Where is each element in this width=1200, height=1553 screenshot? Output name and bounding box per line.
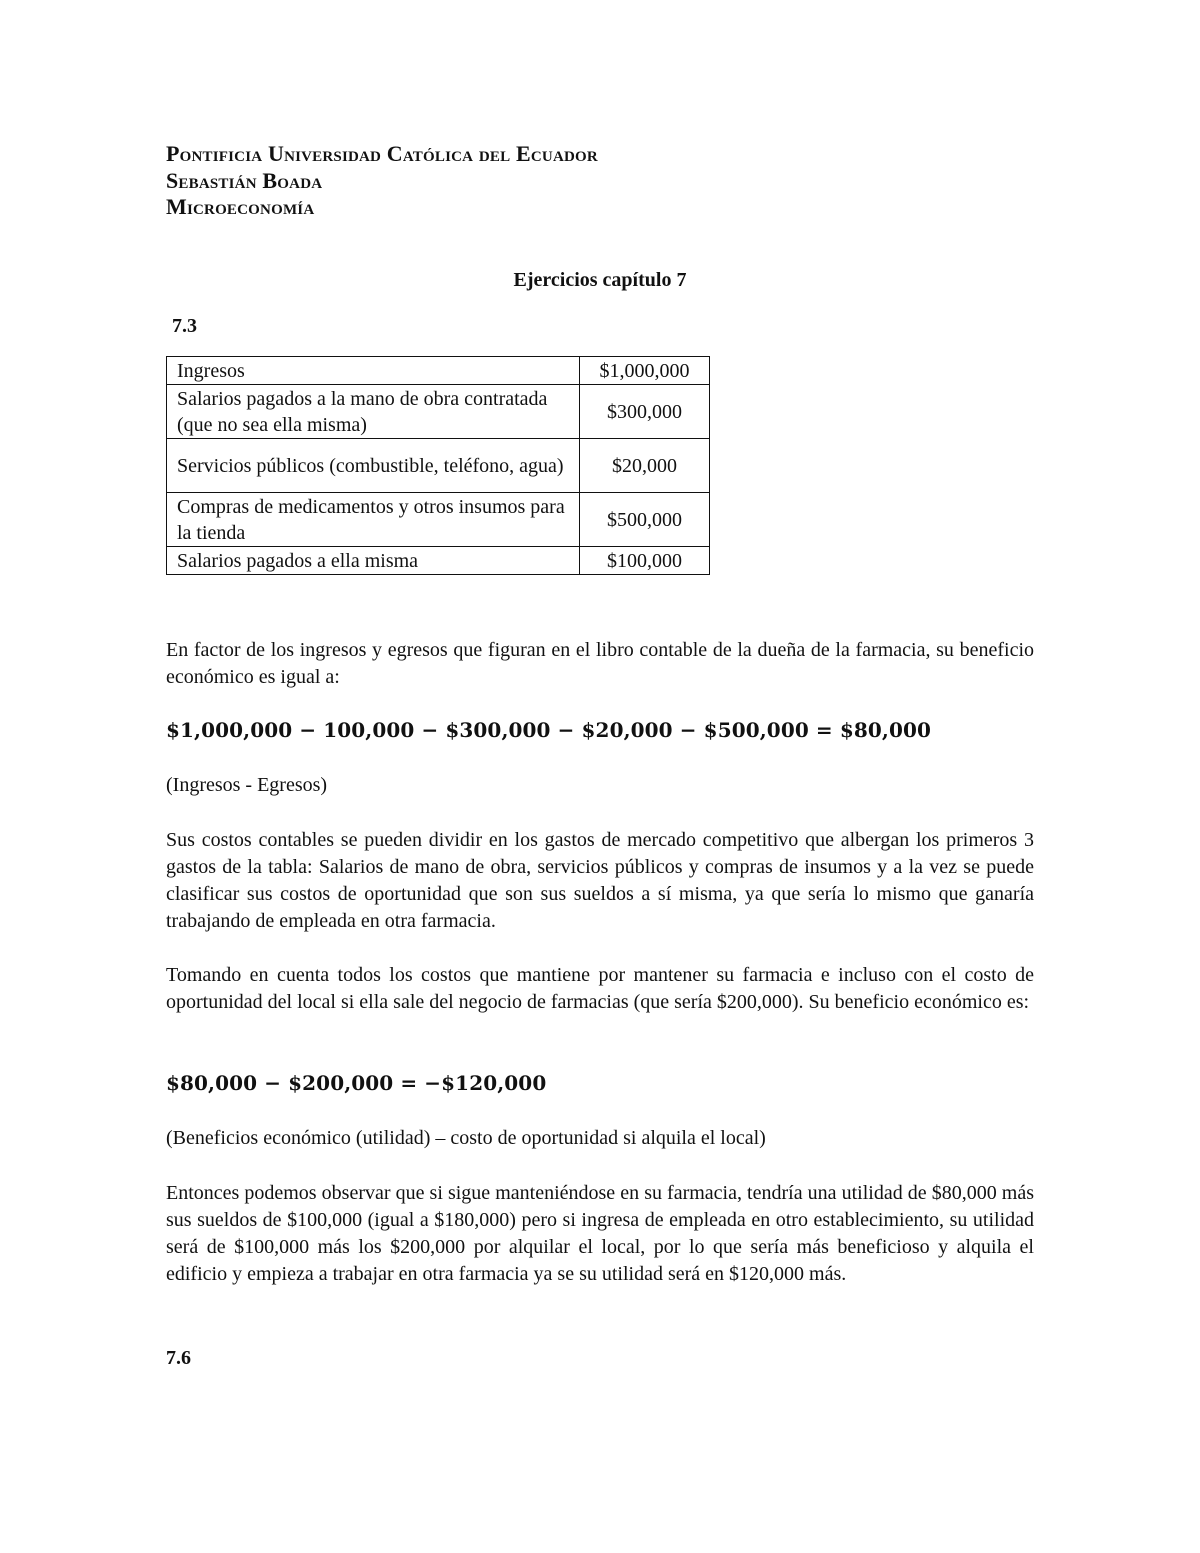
course-name: Microeconomía bbox=[166, 194, 315, 219]
note-economic-profit: (Beneficios económico (utilidad) – costo de oportunidad si alquila el local) bbox=[166, 1127, 766, 1149]
paragraph-conclusion: Entonces podemos observar que si sigue manteniéndose en su farmacia, tendría una utilidad de $80,000 más sus sueldos de $100,000 (igual a $180,000) pero si ingresa de empleada en otro establecimiento, su utilidad será de $100,000 más los $200,000 por alquilar el local, por lo que sería más beneficioso y alquila el edificio y empieza a trabajar en otra farmacia ya se su utilidad será en $120,000 más. bbox=[166, 1182, 1034, 1285]
cost-label: Salarios pagados a ella misma bbox=[167, 547, 580, 575]
table-row bbox=[167, 547, 710, 575]
cost-label: Servicios públicos (combustible, teléfono, agua) bbox=[167, 439, 580, 493]
paragraph-accounting-profit: En factor de los ingresos y egresos que figuran en el libro contable de la dueña de la farmacia, su beneficio económico es igual a: bbox=[166, 639, 1034, 688]
cost-table bbox=[166, 356, 710, 575]
table-row bbox=[167, 385, 710, 439]
section-heading-7-3: 7.3 bbox=[172, 315, 197, 337]
note-income-expenses: (Ingresos - Egresos) bbox=[166, 774, 328, 796]
paragraph-accounting-costs: Sus costos contables se pueden dividir en los gastos de mercado competitivo que albergan los primeros 3 gastos de la tabla: Salarios de mano de obra, servicios públicos y compras de insumos y a la vez se puede clasificar sus costos de oportunidad que son sus sueldos a sí misma, ya que sería lo mismo que ganaría trabajando de empleada en otra farmacia. bbox=[166, 829, 1034, 932]
author-name: Sebastián Boada bbox=[166, 167, 323, 193]
equation-economic-profit: $80,000 − $200,000 = −$120,000 bbox=[166, 1071, 547, 1095]
cost-amount: $100,000 bbox=[580, 547, 710, 575]
cost-amount: $20,000 bbox=[580, 439, 710, 493]
table-row bbox=[167, 357, 710, 385]
document-header bbox=[166, 141, 598, 221]
institution-name: Pontificia Universidad Católica del Ecuador bbox=[166, 141, 598, 166]
paragraph-opportunity-cost: Tomando en cuenta todos los costos que mantiene por mantener su farmacia e incluso con el costo de oportunidad del local si ella sale del negocio de farmacias (que sería $200,000). Su beneficio económico es: bbox=[166, 964, 1034, 1013]
cost-label: Salarios pagados a la mano de obra contratada (que no sea ella misma) bbox=[167, 385, 580, 439]
table-row bbox=[167, 493, 710, 547]
cost-amount: $500,000 bbox=[580, 493, 710, 547]
cost-label: Ingresos bbox=[167, 357, 580, 385]
table-row bbox=[167, 439, 710, 493]
cost-label: Compras de medicamentos y otros insumos para la tienda bbox=[167, 493, 580, 547]
section-heading-7-6: 7.6 bbox=[166, 1347, 191, 1369]
equation-accounting-profit: $1,000,000 − 100,000 − $300,000 − $20,000 − $500,000 = $80,000 bbox=[166, 718, 931, 742]
cost-amount: $300,000 bbox=[580, 385, 710, 439]
document-title: Ejercicios capítulo 7 bbox=[513, 269, 687, 291]
cost-amount: $1,000,000 bbox=[580, 357, 710, 385]
